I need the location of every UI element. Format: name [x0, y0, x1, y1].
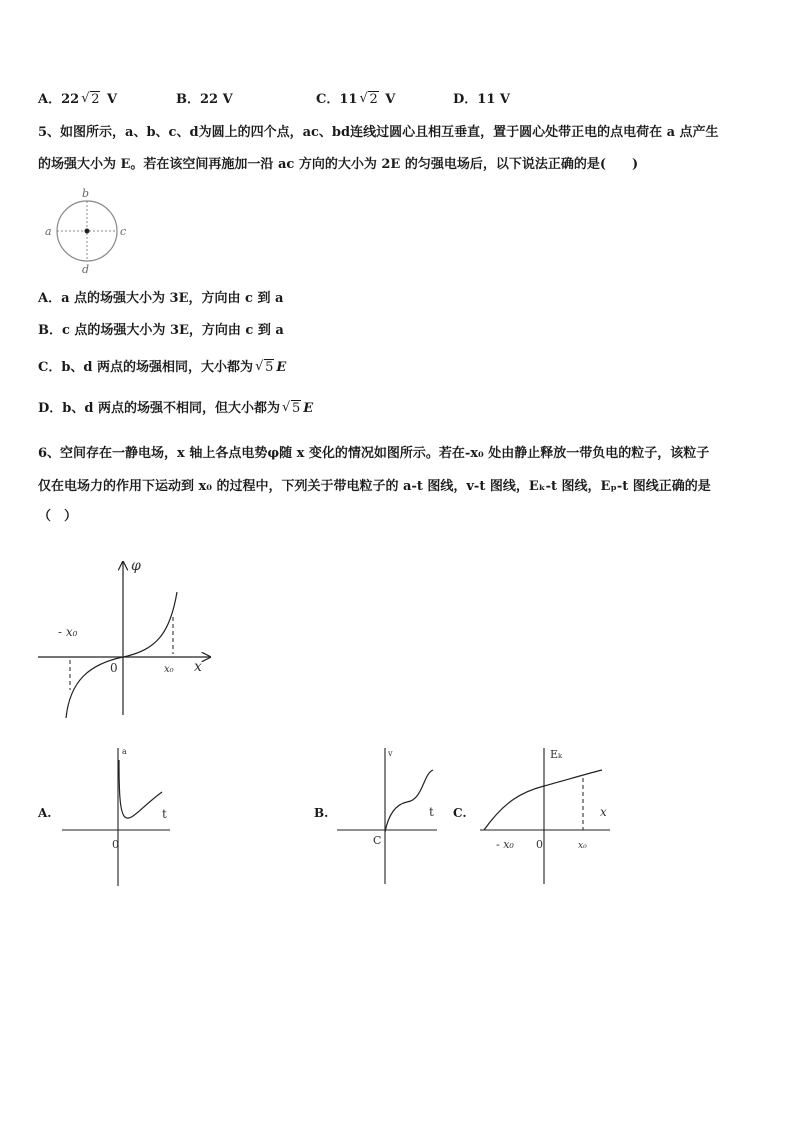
q5-circle-figure: [40, 186, 140, 278]
t-label: t: [162, 807, 167, 821]
pos-x0-label: x₀: [164, 664, 174, 675]
ek-curve: [484, 770, 602, 830]
x-label: x: [194, 659, 202, 675]
q5-option-d-text: D．b、d 两点的场强不相同，但大小都为: [38, 401, 280, 416]
q4-option-a-unit: V: [102, 92, 118, 107]
q6-option-c-label: C.: [453, 806, 467, 820]
q5-stem-line1: 5、如图所示，a、b、c、d为圆上的四个点，ac、bd连线过圆心且相互垂直，置于圆心处带正电的点电荷在 a 点产生: [38, 125, 719, 140]
q6-potential-graph: [30, 550, 220, 725]
q4-option-a-root: 2: [91, 92, 100, 107]
q4-option-c-root: 2: [369, 92, 378, 107]
q5-option-d-e: E: [303, 401, 314, 416]
label-a: a: [45, 225, 52, 238]
q6-option-b-label: B.: [314, 806, 329, 820]
origin-label: C: [373, 834, 382, 847]
q5-option-a: A．a 点的场强大小为 3E，方向由 c 到 a: [38, 291, 284, 306]
q6-graph-c: [476, 742, 616, 888]
sqrt-symbol: [255, 353, 274, 383]
v-t-curve: [385, 770, 433, 832]
q5-option-c-root: 5: [265, 360, 274, 375]
q4-option-b: B．22 V: [176, 92, 233, 107]
q5-option-c-e: E: [276, 360, 287, 375]
q4-option-c: [316, 88, 395, 107]
q5-option-d-root: 5: [291, 401, 301, 416]
label-b: b: [82, 187, 90, 200]
sqrt-symbol: [359, 92, 378, 107]
q5-option-d: [38, 394, 313, 424]
center-charge: [85, 229, 90, 234]
label-d: d: [82, 263, 90, 276]
q4-option-a: [38, 88, 117, 107]
q4-option-d: D．11 V: [453, 92, 510, 107]
q6-stem-line1: 6、空间存在一静电场，x 轴上各点电势φ随 x 变化的情况如图所示。若在-x₀ 处由静止释放一带负电的粒子，该粒子: [38, 446, 710, 461]
q6-option-a-label: A.: [38, 806, 52, 820]
q6-stem-line3: （ ）: [38, 509, 78, 524]
q4-option-c-text: C．11: [316, 92, 358, 107]
label-c: c: [120, 225, 127, 238]
q4-option-c-unit: V: [380, 92, 396, 107]
sqrt-symbol: [81, 92, 100, 107]
a-t-curve: [119, 760, 162, 818]
neg-x0-label: - x₀: [496, 838, 514, 851]
origin-label: 0: [112, 838, 119, 851]
t-label: t: [429, 805, 434, 819]
q6-stem-line2: 仅在电场力的作用下运动到 x₀ 的过程中，下列关于带电粒子的 a-t 图线，v-t 图线，Eₖ-t 图线，Eₚ-t 图线正确的是: [38, 479, 711, 494]
y-label: Eₖ: [550, 748, 563, 761]
pos-x0-label: x₀: [578, 841, 587, 851]
y-label: v: [388, 749, 393, 758]
potential-curve: [66, 592, 177, 718]
x-label: x: [600, 805, 607, 819]
q6-graph-b: [333, 744, 445, 890]
q4-option-a-text: A．22: [38, 92, 80, 107]
y-label: a: [122, 747, 127, 756]
q6-graph-a: [58, 744, 178, 890]
q5-option-b: B．c 点的场强大小为 3E，方向由 c 到 a: [38, 323, 284, 338]
sqrt-symbol: [282, 394, 301, 424]
origin-label: 0: [110, 661, 118, 675]
origin-label: 0: [536, 838, 543, 851]
q5-option-c-text: C．b、d 两点的场强相同，大小都为: [38, 360, 254, 375]
q5-option-c: [38, 353, 286, 383]
phi-label: φ: [131, 558, 141, 574]
q5-stem-line2: 的场强大小为 E。若在该空间再施加一沿 ac 方向的大小为 2E 的匀强电场后，以下说法正确的是( ): [38, 157, 639, 172]
neg-x0-label: - x₀: [58, 625, 78, 639]
